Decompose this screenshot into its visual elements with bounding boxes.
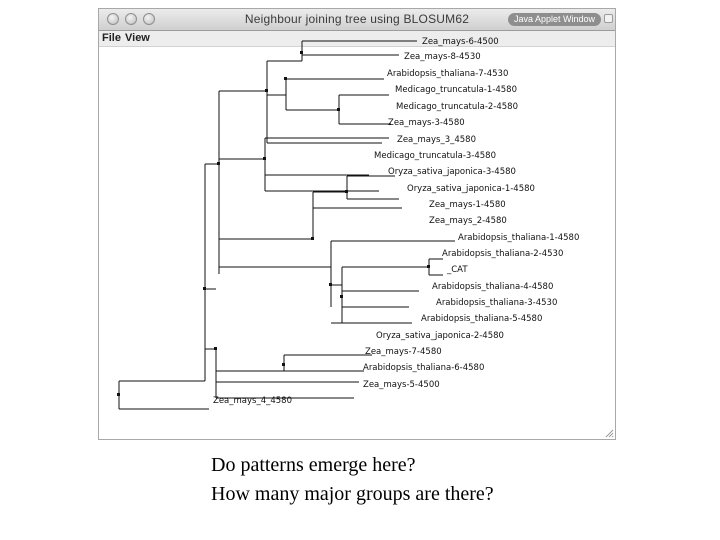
tree-nodes (117, 51, 430, 396)
leaf-label: Medicago_truncatula-3-4580 (374, 151, 496, 161)
leaf-label: Arabidopsis_thaliana-2-4530 (442, 249, 564, 259)
menu-file[interactable]: File (102, 32, 121, 44)
leaf-label: Oryza_sativa_japonica-1-4580 (407, 184, 535, 194)
tree-labels (213, 37, 579, 406)
leaf-label: Arabidopsis_thaliana-5-4580 (421, 314, 543, 324)
leaf-label: Zea_mays-7-4580 (365, 347, 442, 357)
leaf-label: Zea_mays_4_4580 (213, 396, 292, 406)
menu-bar (99, 31, 615, 47)
applet-window (98, 8, 616, 440)
caption-question-2: How many major groups are there? (211, 483, 494, 505)
resize-grip-icon[interactable] (604, 428, 614, 438)
window-title: Neighbour joining tree using BLOSUM62 (244, 12, 470, 26)
leaf-label: Arabidopsis_thaliana-3-4530 (436, 298, 558, 308)
leaf-label: Arabidopsis_thaliana-7-4530 (387, 69, 509, 79)
java-applet-badge: Java Applet Window (508, 13, 601, 26)
toolbar-toggle-button[interactable] (604, 14, 613, 23)
leaf-label: Oryza_sativa_japonica-2-4580 (376, 331, 504, 341)
leaf-label: Zea_mays_2-4580 (429, 216, 507, 226)
caption-question-1: Do patterns emerge here? (211, 454, 416, 476)
leaf-label: Arabidopsis_thaliana-6-4580 (363, 363, 485, 373)
title-bar[interactable] (99, 9, 615, 31)
leaf-label: Zea_mays_3_4580 (397, 135, 476, 145)
leaf-label: Zea_mays-8-4530 (404, 52, 481, 62)
menu-view[interactable]: View (125, 32, 150, 44)
leaf-label: Zea_mays-5-4500 (363, 380, 440, 390)
leaf-label: Arabidopsis_thaliana-4-4580 (432, 282, 554, 292)
leaf-label: Arabidopsis_thaliana-1-4580 (458, 233, 580, 243)
leaf-label: Zea_mays-3-4580 (388, 118, 465, 128)
leaf-label: Medicago_truncatula-1-4580 (395, 85, 517, 95)
leaf-label: Zea_mays-1-4580 (429, 200, 506, 210)
leaf-label: Zea_mays-6-4500 (422, 37, 499, 47)
leaf-label: _CAT (447, 265, 468, 275)
leaf-label: Medicago_truncatula-2-4580 (396, 102, 518, 112)
leaf-label: Oryza_sativa_japonica-3-4580 (388, 167, 516, 177)
